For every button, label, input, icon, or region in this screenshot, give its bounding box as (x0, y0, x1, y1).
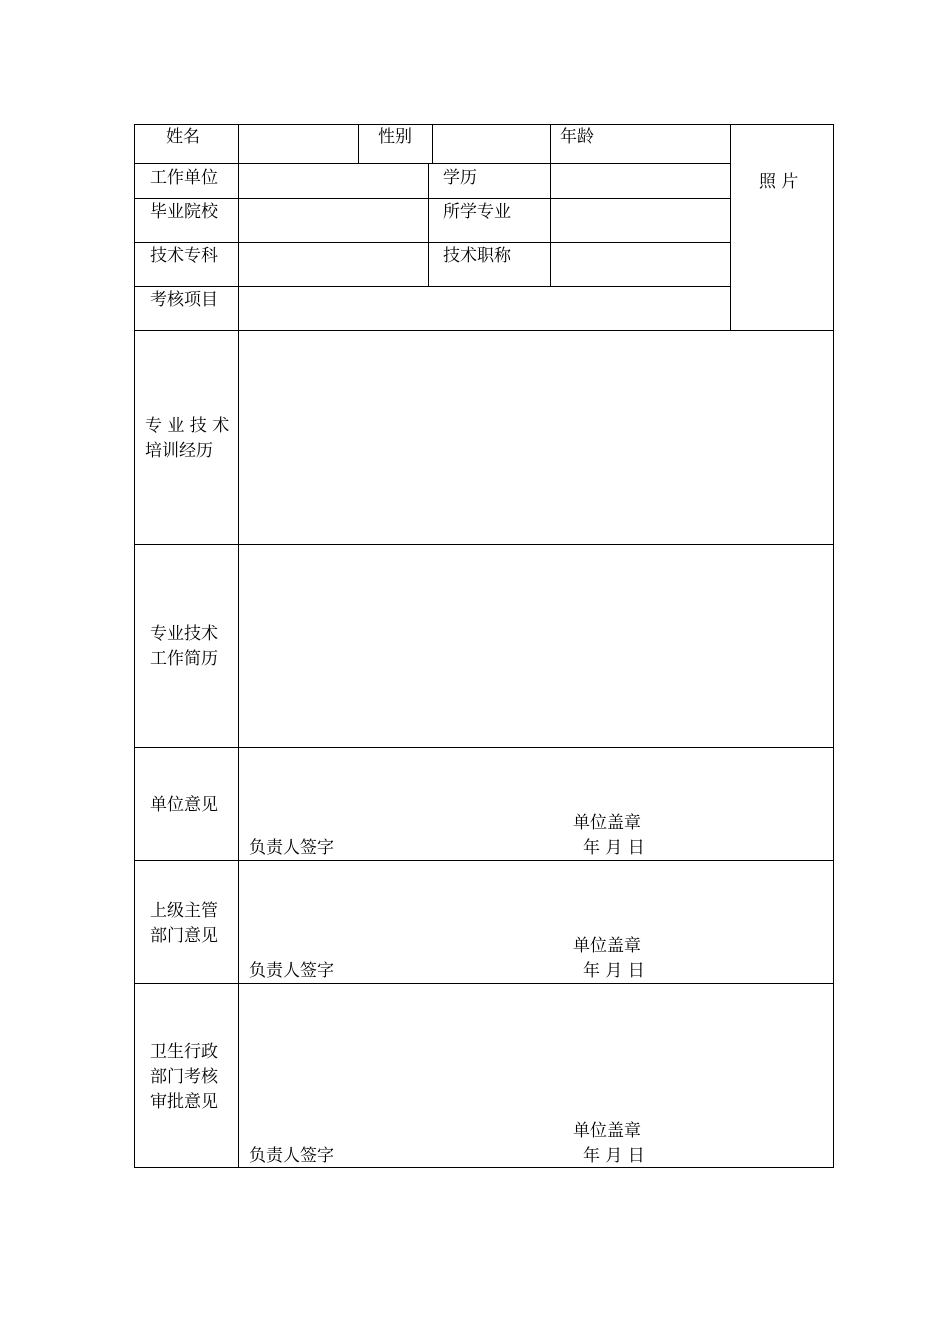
rule-right (833, 124, 834, 1168)
gender-field[interactable] (433, 125, 550, 163)
rule-bottom (134, 1167, 834, 1168)
school-label: 毕业院校 (150, 202, 218, 222)
rule-mid-col (428, 163, 429, 287)
training-label-line1: 专 业 技 术 (145, 416, 230, 436)
health-date-label: 年 月 日 (583, 1146, 645, 1166)
name-label: 姓名 (166, 127, 200, 147)
health-label-line3: 审批意见 (150, 1092, 218, 1112)
work-unit-field[interactable] (239, 164, 428, 198)
gender-label: 性别 (378, 127, 412, 147)
name-field[interactable] (239, 125, 358, 163)
rule-left (134, 124, 135, 1168)
title-label: 技术职称 (443, 246, 511, 266)
school-field[interactable] (239, 199, 428, 242)
superior-label-line2: 部门意见 (150, 926, 218, 946)
unit-signer-label: 负责人签字 (249, 838, 334, 858)
major-label: 所学专业 (443, 202, 511, 222)
rule-gender-col (358, 124, 359, 164)
work-history-label-line2: 工作简历 (150, 649, 218, 669)
health-signer-label: 负责人签字 (249, 1146, 334, 1166)
training-label-line2: 培训经历 (145, 441, 213, 461)
health-opinion-field[interactable] (239, 984, 833, 1167)
health-label-line2: 部门考核 (150, 1067, 218, 1087)
title-field[interactable] (551, 243, 730, 286)
unit-seal-label: 单位盖章 (573, 813, 641, 833)
health-label-line1: 卫生行政 (150, 1042, 218, 1062)
education-field[interactable] (551, 164, 730, 198)
unit-opinion-label: 单位意见 (150, 795, 218, 815)
major-field[interactable] (551, 199, 730, 242)
health-seal-label: 单位盖章 (573, 1121, 641, 1141)
superior-seal-label: 单位盖章 (573, 936, 641, 956)
work-history-field[interactable] (239, 545, 833, 747)
age-field[interactable] (600, 125, 730, 163)
superior-signer-label: 负责人签字 (249, 961, 334, 981)
age-label: 年龄 (560, 127, 594, 147)
work-history-label-line1: 专业技术 (150, 624, 218, 644)
education-label: 学历 (443, 168, 477, 188)
photo-area[interactable] (731, 125, 833, 330)
specialty-field[interactable] (239, 243, 428, 286)
specialty-label: 技术专科 (150, 246, 218, 266)
training-field[interactable] (239, 331, 833, 544)
photo-label: 照 片 (759, 172, 799, 192)
superior-date-label: 年 月 日 (583, 961, 645, 981)
assess-field[interactable] (239, 287, 730, 330)
unit-date-label: 年 月 日 (583, 838, 645, 858)
assess-label: 考核项目 (150, 290, 218, 310)
superior-label-line1: 上级主管 (150, 901, 218, 921)
work-unit-label: 工作单位 (150, 168, 218, 188)
